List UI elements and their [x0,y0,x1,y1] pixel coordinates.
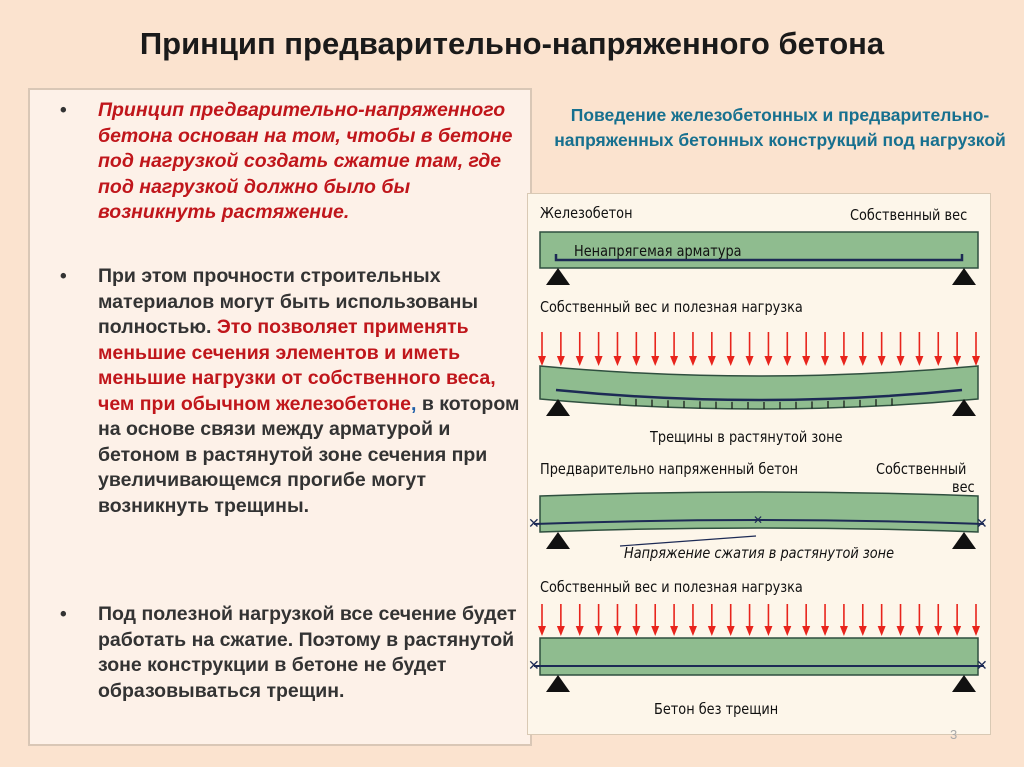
load-arrowhead-icon [651,356,659,366]
load-arrowhead-icon [613,356,621,366]
figure-caption: Поведение железобетонных и предварительно-напряженных бетонных конструкций под нагрузкой [554,105,1006,150]
load-arrowhead-icon [783,626,791,636]
load-arrowhead-icon [953,356,961,366]
load-arrowhead-icon [972,356,980,366]
load-arrowhead-icon [972,626,980,636]
support-right-3-icon [952,532,976,549]
bullet-dot-icon: • [60,266,67,287]
load-arrowhead-icon [689,626,697,636]
load-arrowhead-icon [915,626,923,636]
compression-mark-icon: ✕ [753,513,764,527]
load-arrowhead-icon [934,626,942,636]
support-right-4-icon [952,675,976,692]
load-arrowhead-icon [746,626,754,636]
bullet-2-comma: , [411,392,417,415]
load-arrowhead-icon [802,626,810,636]
slide-title: Принцип предварительно-напряженного бетона [139,26,885,61]
load-arrowhead-icon [557,356,565,366]
support-left-1-icon [546,268,570,285]
load-arrowhead-icon [538,626,546,636]
load-arrowhead-icon [840,356,848,366]
load-arrowhead-icon [802,356,810,366]
bullet-2-text-b: в котором на основе связи между арматурой и бетоном в растянутой зоне сечения при увеличивающемся прогибе могут возникнуть трещины. [98,392,520,517]
label-no-cracks: Бетон без трещин [654,700,779,718]
load-arrowhead-icon [840,626,848,636]
beam-4 [540,638,978,675]
beam-figure [527,193,991,735]
bullet-2-text-a: При этом прочности строительных материалов могут быть использованы полностью. [98,265,479,338]
load-arrowhead-icon [576,626,584,636]
label-cracks: Трещины в растянутой зоне [650,428,843,446]
load-arrowhead-icon [859,356,867,366]
load-arrowhead-icon [878,356,886,366]
load-arrowhead-icon [859,626,867,636]
load-arrowhead-icon [764,626,772,636]
label-pc: Предварительно напряженный бетон [540,460,799,478]
page-number: 3 [950,727,958,742]
load-arrowhead-icon [783,356,791,366]
label-self-weight-2b: вес [952,478,975,496]
load-arrowhead-icon [897,626,905,636]
label-compression: Напряжение сжатия в растянутой зоне [624,544,895,562]
load-arrowhead-icon [764,356,772,366]
load-arrowhead-icon [953,626,961,636]
load-arrowhead-icon [670,356,678,366]
load-arrowhead-icon [595,626,603,636]
load-arrowhead-icon [670,626,678,636]
label-self-weight-2a: Собственный [876,460,967,478]
load-arrowhead-icon [651,626,659,636]
label-self-and-live-1: Собственный вес и полезная нагрузка [540,298,803,316]
label-rc: Железобетон [540,204,633,222]
bullet-item-3 [60,602,530,704]
load-arrows-2 [538,604,980,636]
load-arrowhead-icon [708,356,716,366]
load-arrowhead-icon [595,356,603,366]
support-left-3-icon [546,532,570,549]
load-arrowhead-icon [538,356,546,366]
load-arrowhead-icon [934,356,942,366]
load-arrowhead-icon [708,626,716,636]
load-arrowhead-icon [821,356,829,366]
support-right-1-icon [952,268,976,285]
load-arrowhead-icon [727,626,735,636]
load-arrowhead-icon [727,356,735,366]
label-unstressed-rebar: Ненапрягемая арматура [574,242,742,260]
load-arrowhead-icon [613,626,621,636]
load-arrowhead-icon [689,356,697,366]
load-arrowhead-icon [897,356,905,366]
label-self-and-live-2: Собственный вес и полезная нагрузка [540,578,803,596]
bullet-2-text-red: Это позволяет применять меньшие сечения элементов и иметь меньшие нагрузки от собственного веса, чем при обычном железобетоне [98,316,496,415]
bullet-dot-icon: • [60,604,67,625]
anchor-right-4-icon: ✕ [976,657,988,673]
bullet-item-2 [60,264,530,519]
text-panel [28,88,532,746]
load-arrowhead-icon [632,356,640,366]
anchor-right-3-icon: ✕ [976,515,988,531]
label-self-weight-1: Собственный вес [850,206,968,224]
load-arrowhead-icon [746,356,754,366]
bullet-3-text: Под полезной нагрузкой все сечение будет работать на сжатие. Поэтому в растянутой зоне конструкции в бетоне не будет образовываться трещин. [98,603,517,702]
anchor-left-3-icon: ✕ [528,515,540,531]
support-left-4-icon [546,675,570,692]
load-arrowhead-icon [576,356,584,366]
bullet-1-text: Принцип предварительно-напряженного бетона основан на том, чтобы в бетоне под нагрузкой создать сжатие там, где под нагрузкой должно было бы возникнуть растяжение. [98,99,513,223]
load-arrows-1 [538,332,980,366]
beam-2 [540,366,978,409]
anchor-left-4-icon: ✕ [528,657,540,673]
bullet-item-1 [60,98,530,226]
load-arrowhead-icon [878,626,886,636]
load-arrowhead-icon [632,626,640,636]
load-arrowhead-icon [821,626,829,636]
bullet-dot-icon: • [60,100,67,121]
load-arrowhead-icon [915,356,923,366]
load-arrowhead-icon [557,626,565,636]
